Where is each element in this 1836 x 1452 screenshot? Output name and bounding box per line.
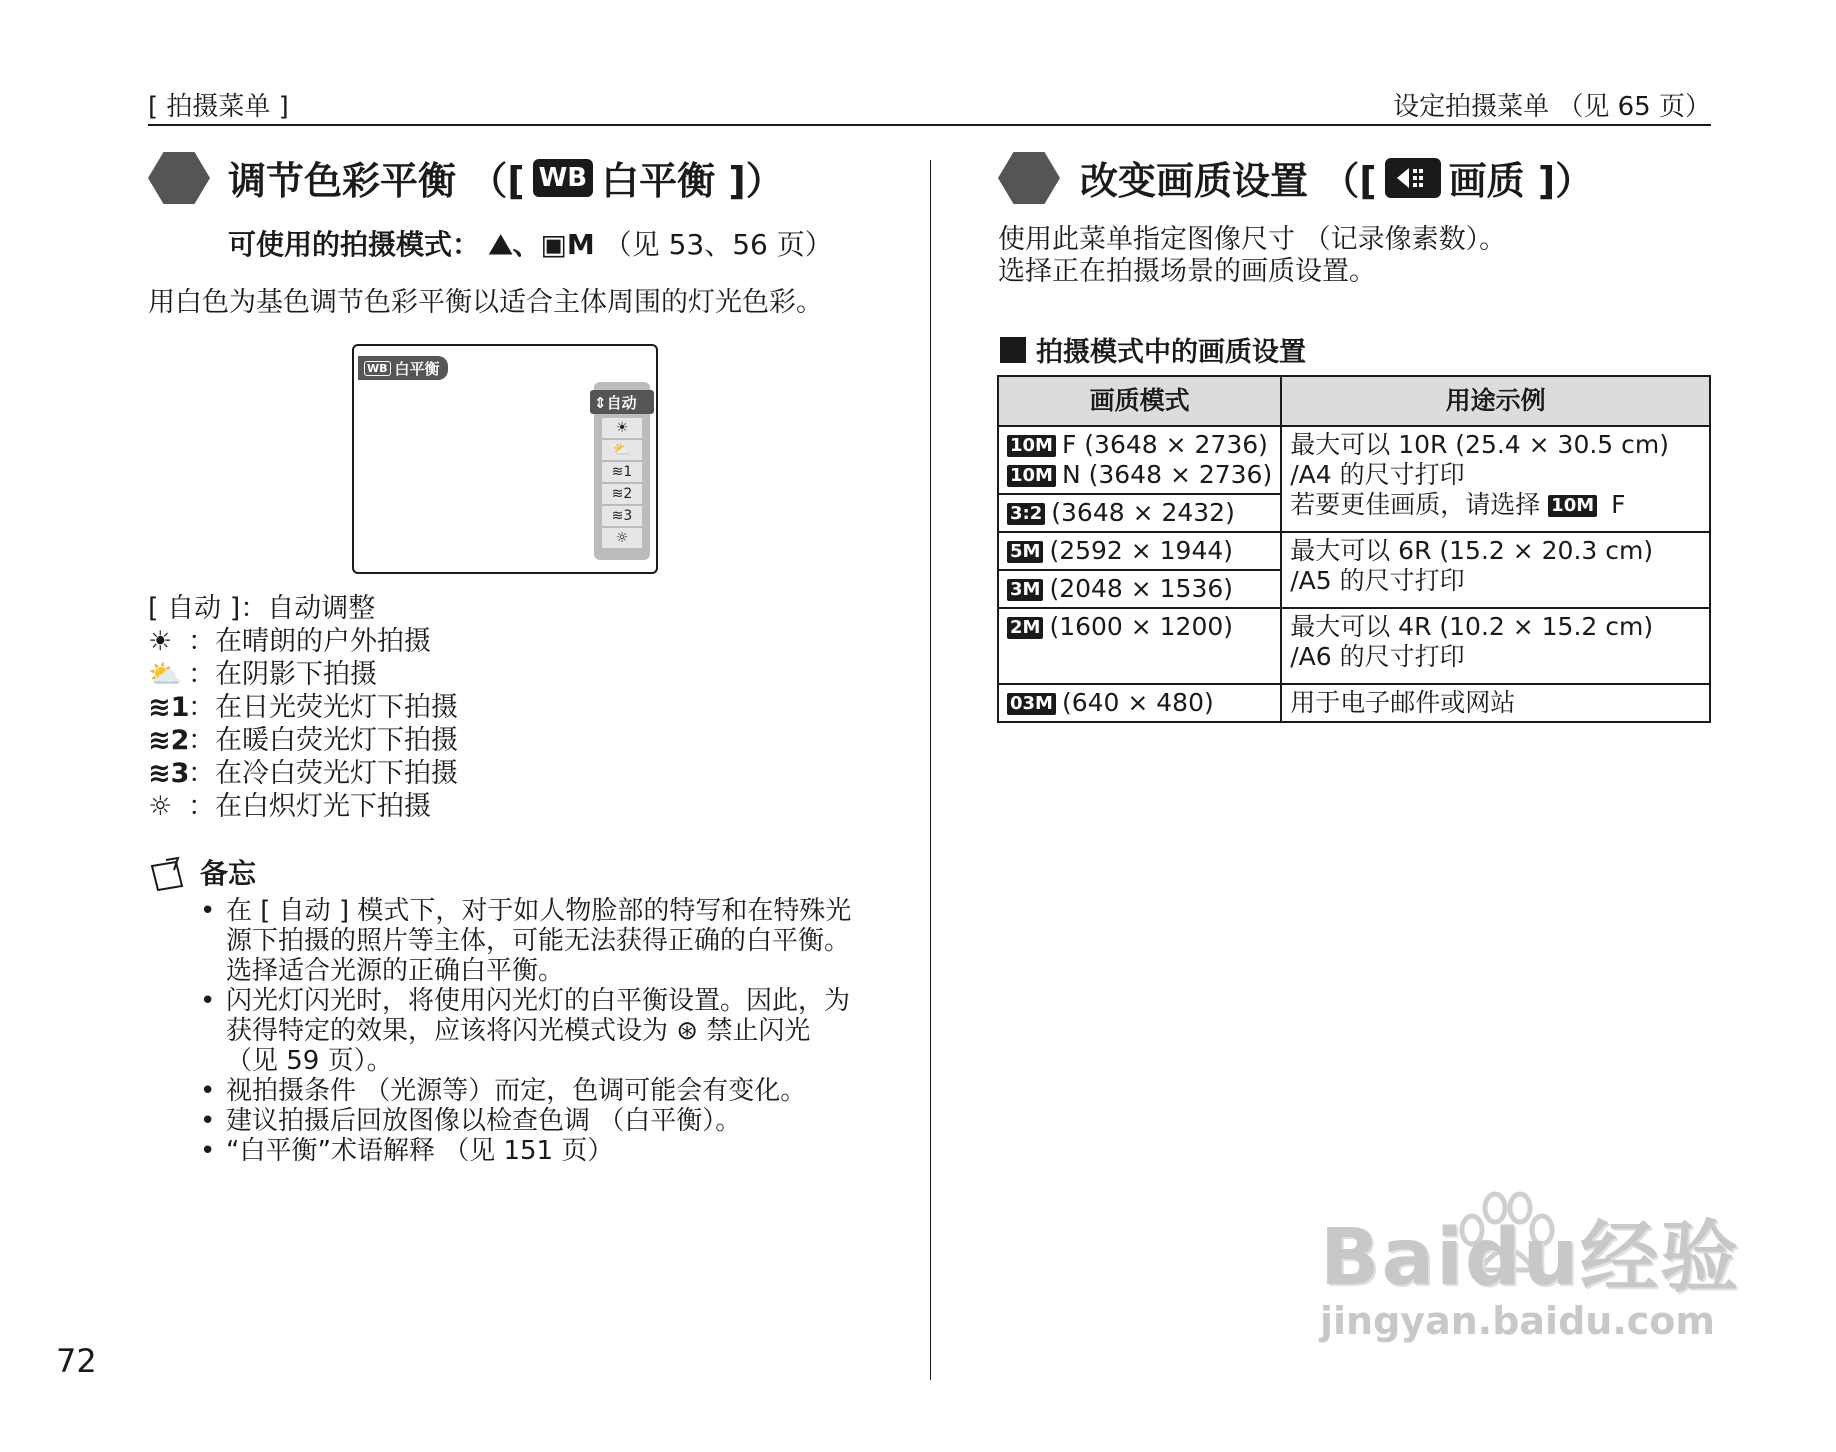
section-hex-icon <box>148 152 210 204</box>
memo-item: • 在 [ 自动 ] 模式下，对于如人物脸部的特写和在特殊光源下拍摄的照片等主体，可能无法获得正确的白平衡。选择适合光源的正确白平衡。 <box>200 896 860 986</box>
wb-option-fluor2-icon: ≋2 <box>602 484 642 504</box>
memo-item: • 闪光灯闪光时，将使用闪光灯的白平衡设置。因此，为获得特定的效果，应该将闪光模式设为 ⊛ 禁止闪光（见 59 页）。 <box>200 986 860 1076</box>
table-row <box>998 426 1710 494</box>
mode-cell: 3M (2048 × 1536) <box>998 570 1281 608</box>
legend-item: ≋3：在冷白荧光灯下拍摄 <box>148 758 458 789</box>
memo-list <box>200 896 860 1166</box>
title-post: 画质 ]） <box>1448 159 1594 203</box>
running-header-right: 设定拍摄菜单 （见 65 页） <box>1393 92 1711 122</box>
screen-tag-label: 白平衡 <box>394 359 440 378</box>
usage-cell: 最大可以 6R (15.2 × 20.3 cm) /A5 的尺寸打印 <box>1281 532 1710 608</box>
legend-item: ⛅ ：在阴影下拍摄 <box>148 659 377 690</box>
size-badge-icon: 10M <box>1007 465 1056 487</box>
wb-description: 用白色为基色调节色彩平衡以适合主体周围的灯光色彩。 <box>148 287 823 318</box>
legend-item: [ 自动 ]：自动调整 <box>148 593 376 624</box>
screen-menu-tag <box>358 356 448 380</box>
available-modes <box>228 228 833 262</box>
usage-cell: 最大可以 4R (10.2 × 15.2 cm) /A6 的尺寸打印 <box>1281 608 1710 684</box>
wb-option-fluor1-icon: ≋1 <box>602 462 642 482</box>
mode-cell: 2M (1600 × 1200) <box>998 608 1281 684</box>
wb-selected-option: ⇕自动 <box>590 390 654 414</box>
page-number: 72 <box>56 1342 97 1380</box>
size-badge-icon: 5M <box>1007 541 1043 563</box>
running-header-left: [ 拍摄菜单 ] <box>148 92 289 122</box>
mode-cell: 3:2 (3648 × 2432) <box>998 494 1281 532</box>
legend-item: ☼ ：在白炽灯光下拍摄 <box>148 791 431 822</box>
memo-icon <box>148 856 188 892</box>
col-header-usage: 用途示例 <box>1281 376 1710 426</box>
table-row <box>998 684 1710 722</box>
watermark-url: jingyan.baidu.com <box>1320 1299 1715 1343</box>
size-badge-icon: 03M <box>1007 693 1056 715</box>
quality-icon <box>1385 158 1441 198</box>
wb-option-incandescent-icon: ☼ <box>602 528 642 548</box>
title-pre: 调节色彩平衡 （[ <box>228 159 525 203</box>
wb-legend <box>148 592 458 823</box>
size-badge-icon: 2M <box>1007 617 1043 639</box>
usage-cell: 用于电子邮件或网站 <box>1281 684 1710 722</box>
usage-cell: 最大可以 10R (25.4 × 30.5 cm) /A4 的尺寸打印 若要更佳画质，请选择 10M F <box>1281 426 1710 532</box>
table-header-row <box>998 376 1710 426</box>
memo-item: • “白平衡”术语解释 （见 151 页） <box>200 1136 860 1166</box>
modes-label: 可使用的拍摄模式： <box>228 228 481 261</box>
fluorescent-1-icon: ≋1 <box>148 692 190 723</box>
wb-icon: WB <box>533 159 594 197</box>
quality-intro: 使用此菜单指定图像尺寸 （记录像素数）。 选择正在拍摄场景的画质设置。 <box>998 224 1507 287</box>
shade-icon: ⛅ <box>148 659 182 690</box>
quality-subheading: 拍摄模式中的画质设置 <box>1000 330 1306 369</box>
watermark <box>1320 1195 1740 1343</box>
wb-option-fluor3-icon: ≋3 <box>602 506 642 526</box>
legend-item: ≋1：在日光荧光灯下拍摄 <box>148 692 458 723</box>
column-divider <box>930 160 931 1380</box>
wb-option-shade-icon: ⛅ <box>602 440 642 460</box>
legend-item: ☀ ：在晴朗的户外拍摄 <box>148 626 431 657</box>
mode-cell: 03M (640 × 480) <box>998 684 1281 722</box>
title-pre: 改变画质设置 （[ <box>1080 159 1377 203</box>
wb-small-icon: WB <box>364 361 391 376</box>
size-badge-icon: 3M <box>1007 579 1043 601</box>
size-badge-icon: 10M <box>1007 435 1056 457</box>
size-badge-icon: 3:2 <box>1007 503 1045 525</box>
incandescent-icon: ☼ <box>148 791 173 822</box>
mode-cell: 10M F (3648 × 2736) 10M N (3648 × 2736) <box>998 426 1281 494</box>
section-title-quality <box>1080 150 1593 205</box>
section-hex-icon <box>998 152 1060 204</box>
table-row <box>998 532 1710 570</box>
fluorescent-2-icon: ≋2 <box>148 725 190 756</box>
memo-title: 备忘 <box>200 857 257 890</box>
size-badge-icon: 10M <box>1548 495 1597 517</box>
wb-option-sunny-icon: ☀ <box>602 418 642 438</box>
mode-cell: 5M (2592 × 1944) <box>998 532 1281 570</box>
square-bullet-icon <box>1000 337 1026 363</box>
title-post: 白平衡 ]） <box>601 159 784 203</box>
watermark-main: Baidu经验 <box>1320 1213 1741 1303</box>
mode-icons: ⛰、▣M <box>488 228 595 261</box>
memo-item: • 建议拍摄后回放图像以检查色调 （白平衡）。 <box>200 1106 860 1136</box>
sunny-icon: ☀ <box>148 626 173 657</box>
modes-ref: （见 53、56 页） <box>603 228 833 261</box>
section-title-white-balance <box>228 150 784 205</box>
col-header-mode: 画质模式 <box>998 376 1281 426</box>
header-rule <box>148 124 1711 126</box>
fluorescent-3-icon: ≋3 <box>148 758 190 789</box>
memo-item: • 视拍摄条件 （光源等）而定，色调可能会有变化。 <box>200 1076 860 1106</box>
table-row <box>998 608 1710 684</box>
camera-screen-illustration <box>352 344 658 574</box>
legend-item: ≋2：在暖白荧光灯下拍摄 <box>148 725 458 756</box>
quality-table <box>997 375 1711 723</box>
